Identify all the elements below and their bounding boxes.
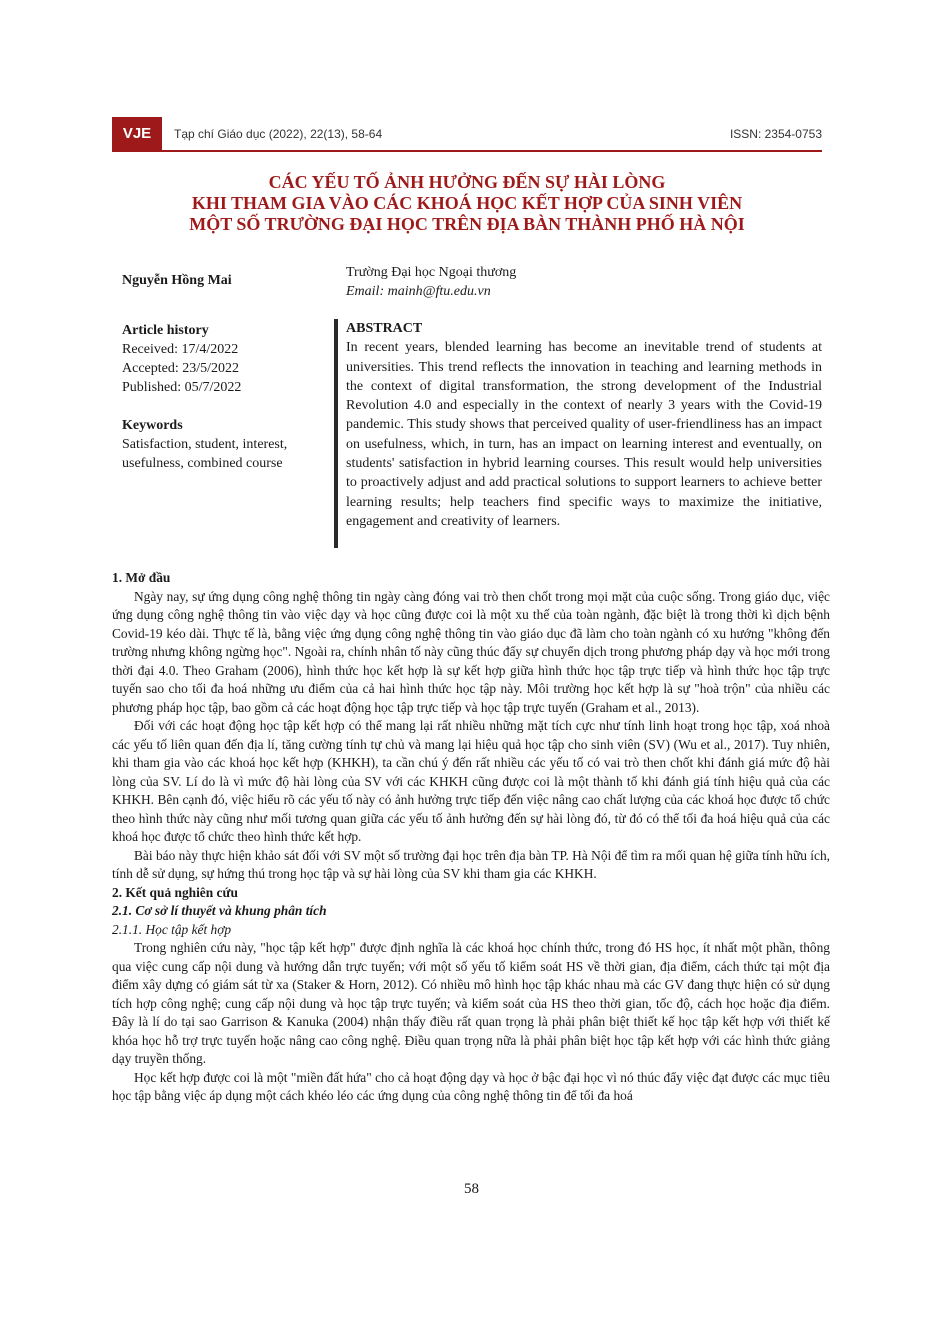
keywords-heading: Keywords: [122, 418, 183, 433]
paragraph: Đối với các hoạt động học tập kết hợp có thể mang lại rất nhiều những mặt tích cực như tính linh hoạt trong học tập, xoá nhoà các yếu tố liên quan đến địa lí, tăng cường tính tự chủ và mang lại hiệu quả học tập cho sinh viên (SV) (Wu et al., 2017). Tuy nhiên, khi tham gia vào các khoá học kết hợp (KHKH), ta cần chú ý đến rất nhiều các yếu tố có vai trò then chốt khi đánh giá mức độ hài lòng của SV. Lí do là vì mức độ hài lòng của SV với các KHKH cũng được coi là một thành tố khi đánh giá tính hiệu quả của các KHKH. Bên cạnh đó, việc hiểu rõ các yếu tố này có ảnh hưởng trực tiếp đến việc nâng cao chất lượng của các khoá học được tổ chức theo hình thức này cũng như mối tương quan giữa các yếu tố ảnh hưởng đến sự hài lòng đó, từ đó có thể tối đa hoá hiệu quả của các khoá học được tổ chức theo hình thức kết hợp.: [112, 718, 830, 844]
article-history: [122, 321, 241, 397]
abstract-block: [346, 319, 822, 531]
journal-logo: VJE: [112, 117, 162, 152]
keywords-block: [122, 416, 322, 473]
affiliation: Trường Đại học Ngoại thương: [346, 265, 517, 280]
published-date: Published: 05/7/2022: [122, 380, 242, 395]
received-date: Received: 17/4/2022: [122, 342, 239, 357]
abstract-bar: [334, 319, 338, 548]
section-2-heading: 2. Kết quả nghiên cứu: [112, 884, 238, 900]
issn: ISSN: 2354-0753: [729, 127, 822, 141]
accepted-date: Accepted: 23/5/2022: [122, 361, 240, 376]
paragraph: Trong nghiên cứu này, "học tập kết hợp" được định nghĩa là các khoá học chính thức, trong đó HS học, ít nhất một phần, thông qua việc cung cấp nội dung và hướng dẫn trực tuyến; với một số yếu tố kiểm soát HS về thời gian, địa điểm, cách thức tại một địa điểm xây dựng có giám sát từ xa (Staker & Horn, 2012). Có nhiều mô hình học tập khác nhau mà các GV đang thực hiện có sử dụng tích hợp công nghệ; cung cấp nội dung và học tập trực tuyến; và kiểm soát của HS theo thời gian, tốc độ, cách học hoặc địa điểm. Đây là lí do tại sao Garrison & Kanuka (2004) nhận thấy điều rất quan trọng là phải phân biệt thiết kế học tập kết hợp với thiết kế khóa học hỗ trợ trực tuyến hoặc nâng cao công nghệ. Điều quan trọng nữa là phải phân biệt học tập kết hợp với các hình thức giảng dạy truyền thống.: [112, 940, 830, 1066]
author-affiliation-block: [346, 263, 516, 301]
article-title: [112, 172, 822, 235]
header-rule: [112, 150, 822, 152]
abstract-heading: ABSTRACT: [346, 321, 423, 336]
author-name: Nguyễn Hồng Mai: [122, 273, 232, 288]
section-1-heading: 1. Mở đầu: [112, 570, 171, 585]
journal-citation: Tạp chí Giáo dục (2022), 22(13), 58-64: [174, 127, 383, 141]
paragraph: Bài báo này thực hiện khảo sát đối với SV một số trường đại học trên địa bàn TP. Hà Nội để tìm ra mối quan hệ giữa tính hữu ích, tính dễ sử dụng, sự hứng thú trong học tập và sự hài lòng của SV khi tham gia các KHKH.: [112, 847, 830, 881]
paragraph: Ngày nay, sự ứng dụng công nghệ thông tin ngày càng đóng vai trò then chốt trong mọi mặt của cuộc sống. Trong giáo dục, việc ứng dụng công nghệ thông tin vào việc dạy và học cũng được coi là một xu thế của toàn ngành, đặc biệt là trong thời kì dịch bệnh Covid-19 kéo dài. Thực tế là, bằng việc ứng dụng công nghệ thông tin vào giáo dục đã làm cho toàn ngành có xu hướng "không đến trường nhưng không ngừng học". Ngoài ra, chính nhân tố này cũng thúc đẩy sự chuyển dịch trong phương pháp dạy và học mới trong thời đại 4.0. Theo Graham (2006), hình thức học kết hợp là sự kết hợp giữa hình thức học tập trực tiếp và hình thức học tập trực tuyến sao cho tối đa hoá những ưu điểm của cả hai hình thức học tập này. Môi trường học kết hợp là sự "hoà trộn" của nhiều các phương pháp học tập, bao gồm cả các hoạt động học tập trực tiếp và học tập trực tuyến (Graham et al., 2013).: [112, 588, 830, 715]
page-number: 58: [464, 1181, 479, 1197]
article-body: [112, 569, 830, 1106]
paragraph: Học kết hợp được coi là một "miền đất hứa" cho cả hoạt động dạy và học ở bậc đại học vì nó thúc đẩy việc đạt được các mục tiêu học tập bằng việc áp dụng một cách khéo léo các ứng dụng của công nghệ thông tin để tối đa hoá: [112, 1069, 830, 1103]
title-line-1: CÁC YẾU TỐ ẢNH HƯỞNG ĐẾN SỰ HÀI LÒNG: [268, 172, 666, 192]
title-line-2: KHI THAM GIA VÀO CÁC KHOÁ HỌC KẾT HỢP CỦA SINH VIÊN: [191, 193, 743, 213]
keywords-text: Satisfaction, student, interest, usefulness, combined course: [122, 437, 288, 471]
section-2-1-1-heading: 2.1.1. Học tập kết hợp: [112, 921, 232, 937]
author-email: Email: mainh@ftu.edu.vn: [346, 284, 491, 299]
history-heading: Article history: [122, 323, 209, 338]
section-2-1-heading: 2.1. Cơ sở lí thuyết và khung phân tích: [112, 903, 327, 918]
journal-header: [112, 117, 822, 151]
title-line-3: MỘT SỐ TRƯỜNG ĐẠI HỌC TRÊN ĐỊA BÀN THÀNH PHỐ HÀ NỘI: [189, 214, 745, 234]
abstract-text: In recent years, blended learning has become an inevitable trend of students at universities. This trend reflects the innovation in teaching and learning methods in the context of digital transformation, the strong development of the Industrial Revolution 4.0 and especially in the context of nearly 3 years with the Covid-19 pandemic. This study shows that perceived quality of user-friendliness has an impact on usefulness, which, in turn, has an impact on learning interest and eventually, on students' satisfaction in hybrid learning courses. This result would help universities to proactively adjust and add practical solutions to support learners to achieve better learning results; help teachers find specific ways to maximize the initiative, engagement and creativity of learners.: [346, 340, 822, 529]
